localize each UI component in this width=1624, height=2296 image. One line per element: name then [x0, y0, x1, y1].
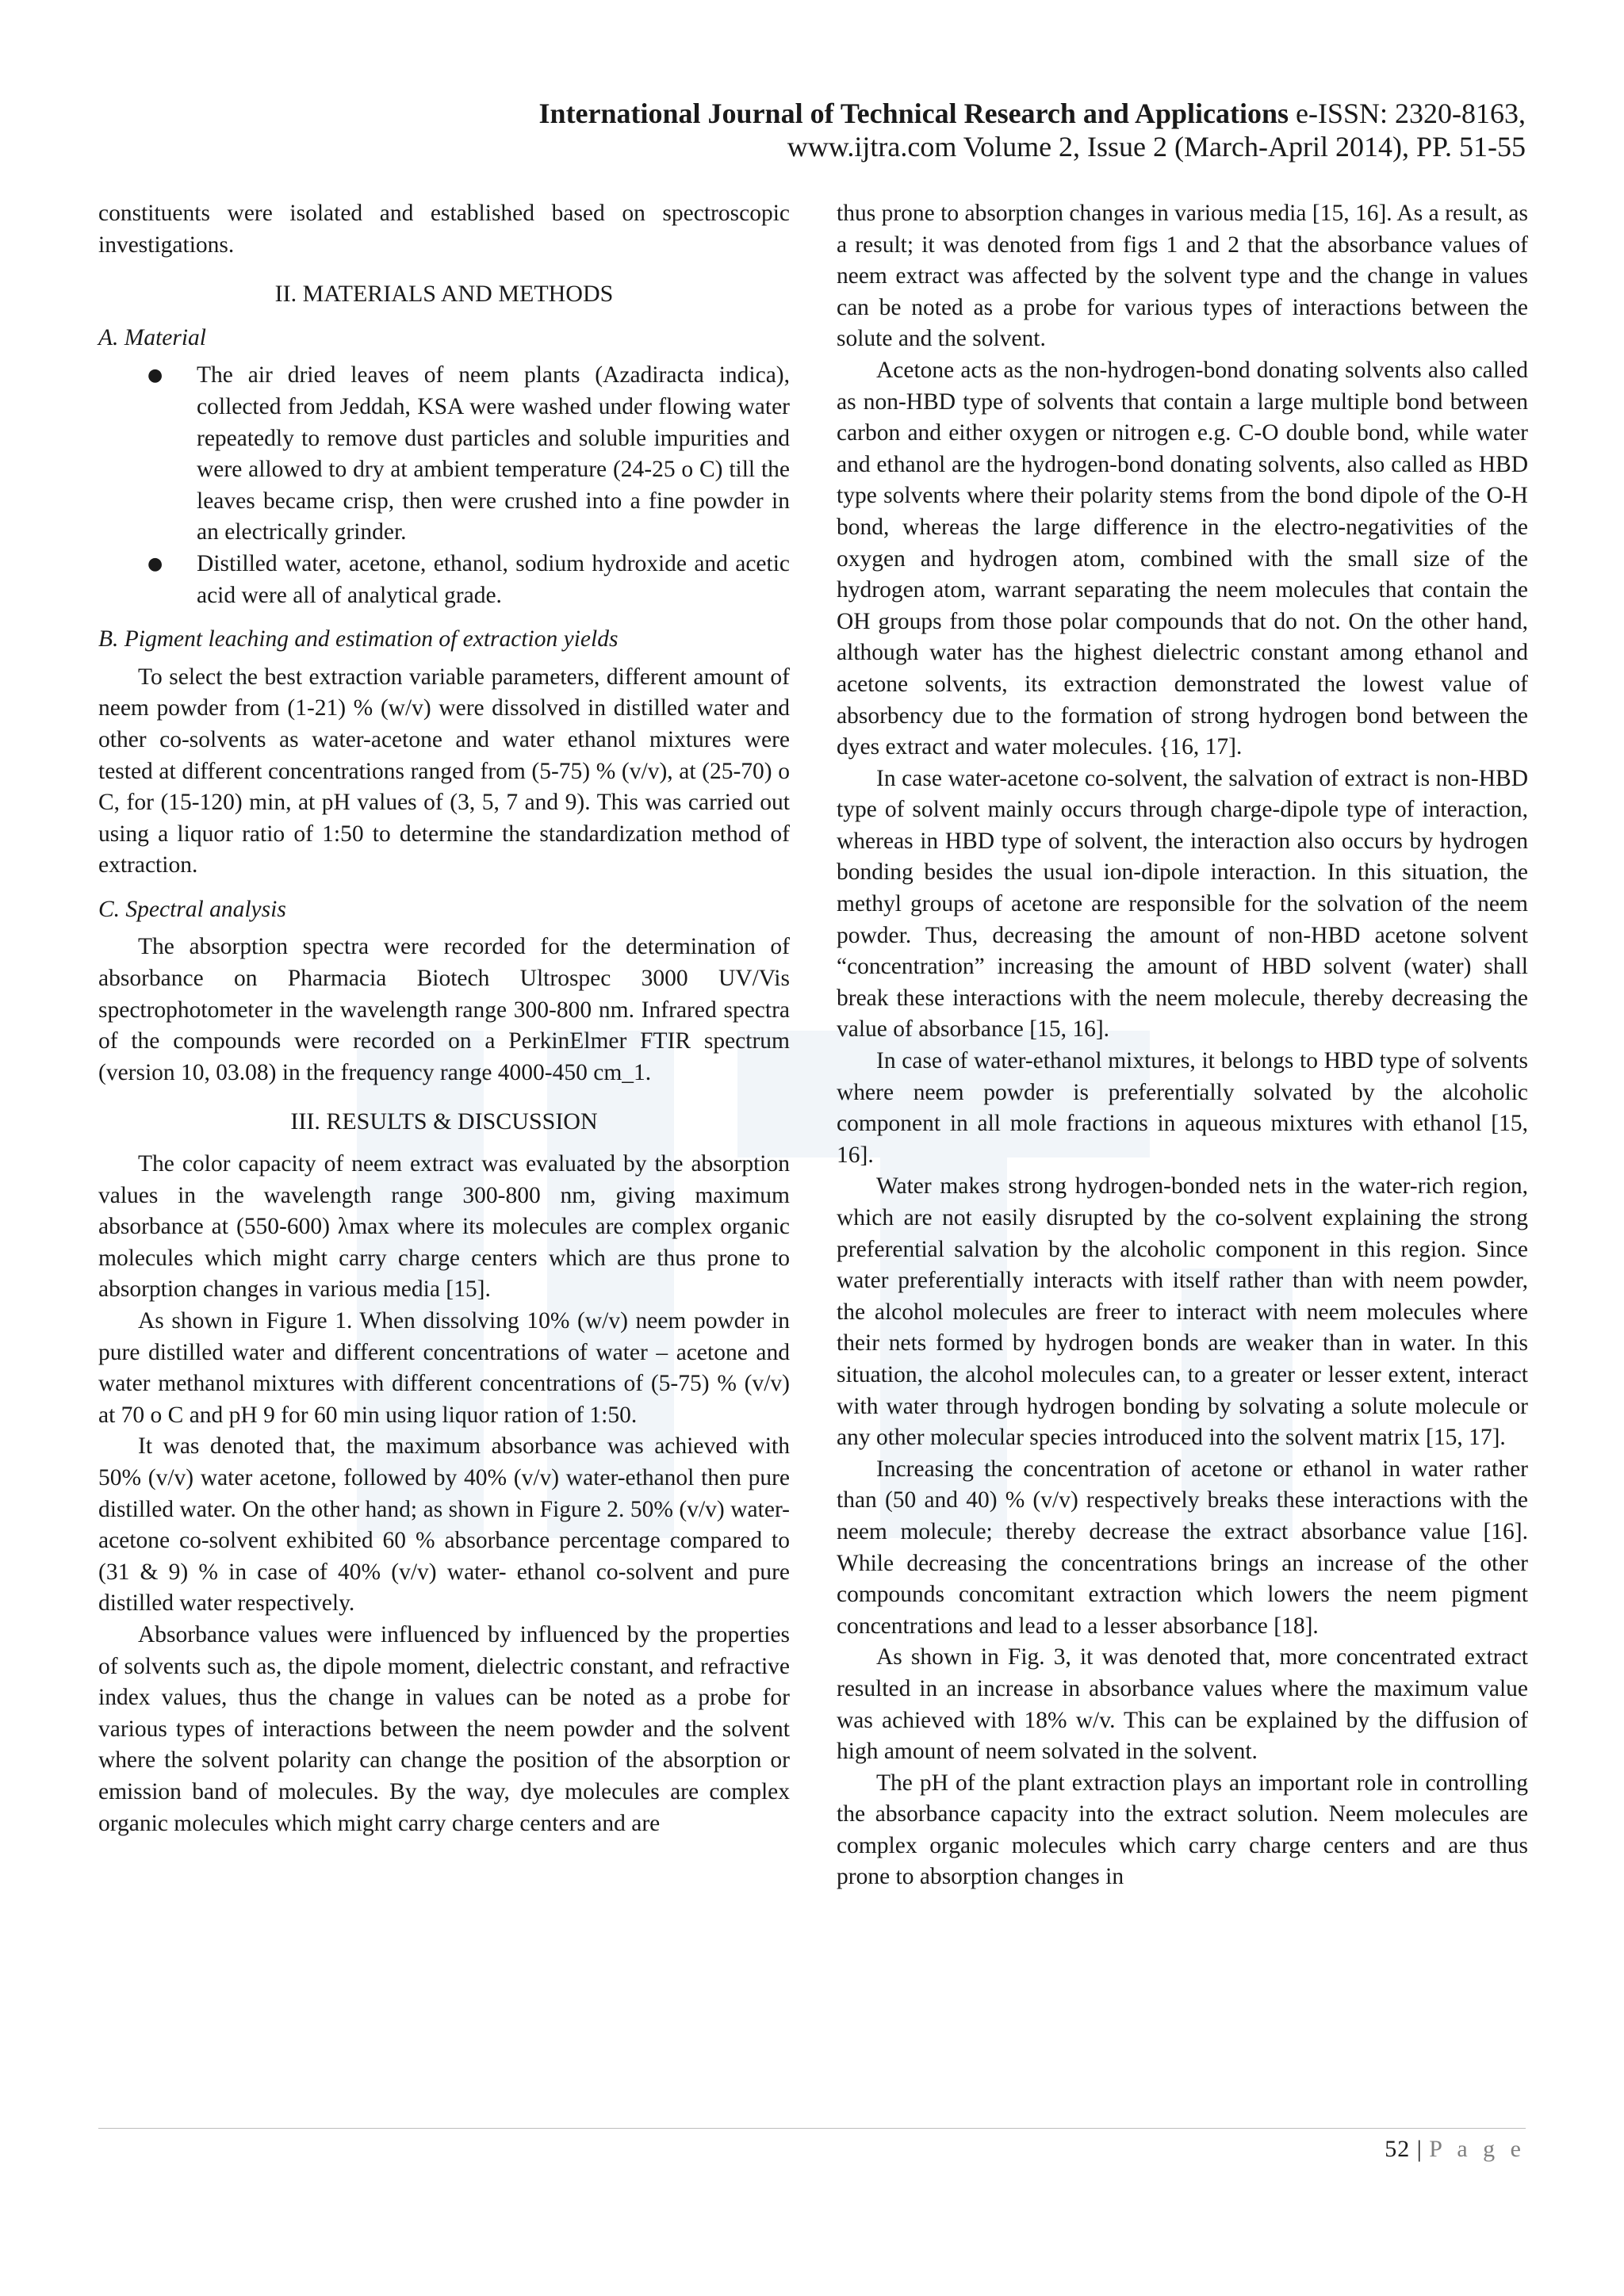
footer-separator: |: [1416, 2136, 1423, 2162]
body-paragraph: The pH of the plant extraction plays an important role in controlling the absorbance capacity into the extract solution. Neem molecules are complex organic molecules which carry charge centers and are thus prone to absorption changes in: [837, 1770, 1528, 1890]
bullet-text: Distilled water, acetone, ethanol, sodium hydroxide and acetic acid were all of analytical grade.: [197, 550, 790, 608]
subsection-heading-spectral-analysis: C. Spectral analysis: [98, 896, 286, 922]
page-number: 52: [1385, 2136, 1411, 2162]
body-paragraph: As shown in Fig. 3, it was denoted that, more concentrated extract resulted in an increase in absorbance values where the maximum value was achieved with 18% w/v. This can be explained by the diffusion of high amount of neem solvated in the solvent.: [837, 1644, 1528, 1765]
footer-divider: [98, 2128, 1526, 2129]
bullet-dot-icon: ●: [147, 365, 163, 386]
body-paragraph: Acetone acts as the non-hydrogen-bond donating solvents also called as non-HBD type of solvents that contain a large multiple bond between carbon and either oxygen or nitrogen e.g. C-O double bond, while water and ethanol are the hydrogen-bond donating solvents, also called as HBD type solvents where their polarity stems from the bond dipole of the O-H bond, whereas the large difference in the electro-negativities of the oxygen and hydrogen atom, combined with the small size of the hydrogen atom, warrant separating the neem molecules that contain the OH groups from those polar compounds that do not. On the other hand, although water has the highest dielectric constant among ethanol and acetone solvents, its extraction demonstrated the lowest value of absorbency due to the formation of strong hydrogen bond between the dyes extract and water molecules. {16, 17].: [837, 357, 1528, 760]
section-heading-materials-methods: II. MATERIALS AND METHODS: [274, 281, 614, 308]
bullet-dot-icon: ●: [147, 553, 163, 574]
body-paragraph: Absorbance values were influenced by influenced by the properties of solvents such as, the dipole moment, dielectric constant, and refractive index values, thus the change in values can be noted as a probe for various types of interactions between the neem powder and the solvent where the solvent polarity can change the position of the absorption or emission band of molecules. By the way, dye molecules are complex organic molecules which might carry charge centers and are: [98, 1621, 790, 1836]
bullet-item: [98, 360, 790, 549]
journal-issue-line: www.ijtra.com Volume 2, Issue 2 (March-April 2014), PP. 51-55: [787, 131, 1526, 163]
page-word: P a g e: [1429, 2136, 1526, 2162]
body-paragraph: In case of water-ethanol mixtures, it belongs to HBD type of solvents where neem powder is preferentially solvated by the alcoholic component in all mole fractions in aqueous mixtures with ethanol [15, 16].: [837, 1048, 1528, 1168]
body-paragraph: It was denoted that, the maximum absorbance was achieved with 50% (v/v) water acetone, followed by 40% (v/v) water-ethanol then pure distilled water. On the other hand; as shown in Figure 2. 50% (v/v) water- acetone co-solvent exhibited 60 % absorbance percentage compared to (31 & 9) % in case of 40% (v/v) water- ethanol co-solvent and pure distilled water respectively.: [98, 1433, 790, 1617]
running-header: [539, 97, 1526, 163]
body-paragraph: To select the best extraction variable parameters, different amount of neem powder from (1-21) % (w/v) were dissolved in distilled water and other co-solvents as water-acetone and water ethanol mixtures were tested at different concentrations ranged from (5-75) % (v/v), at (25-70) o C, for (15-120) min, at pH values of (3, 5, 7 and 9). This was carried out using a liquor ratio of 1:50 to determine the standardization method of extraction.: [98, 664, 790, 878]
bullet-item: [98, 549, 790, 611]
section-heading-results-discussion: III. RESULTS & DISCUSSION: [290, 1108, 598, 1135]
body-paragraph: The absorption spectra were recorded for the determination of absorbance on Pharmacia Biotech Ultrospec 3000 UV/Vis spectrophotometer in the wavelength range 300-800 nm. Infrared spectra of the compounds were recorded on a PerkinElmer FTIR spectrum (version 10, 03.08) in the frequency range 4000-450 cm_1.: [98, 934, 790, 1085]
body-paragraph: Water makes strong hydrogen-bonded nets in the water-rich region, which are not easily disrupted by the co-solvent explaining the strong preferential salvation by the alcoholic component in this region. Since water preferentially interacts with itself rather than with neem powder, the alcohol molecules are freer to interact with neem molecules where their nets formed by hydrogen bonds are weaker than in water. In this situation, the alcohol molecules can, to a greater or lesser extent, interact with water through hydrogen bonding by solvating a solute molecule or any other molecular species introduced into the solvent matrix [15, 17].: [837, 1173, 1528, 1451]
left-column: [98, 198, 790, 1839]
body-paragraph: The color capacity of neem extract was evaluated by the absorption values in the wavelength range 300-800 nm, giving maximum absorbance at (550-600) λmax where its molecules are complex organic molecules which might carry charge centers which are thus prone to absorption changes in various media [15].: [98, 1151, 790, 1303]
subsection-heading-material: A. Material: [98, 324, 207, 350]
journal-title-line: [539, 97, 1526, 130]
right-column: [837, 198, 1528, 1893]
material-bullet-list: [98, 360, 790, 611]
body-paragraph: Increasing the concentration of acetone or ethanol in water rather than (50 and 40) % (v/v) respectively breaks these interactions with the neem molecule; thereby decrease the extract absorbance value [16]. While decreasing the concentrations brings an increase of the other compounds concomitant extraction which lowers the neem pigment concentrations and lead to a lesser absorbance [18].: [837, 1456, 1528, 1639]
intro-paragraph: constituents were isolated and established based on spectroscopic investigations.: [98, 201, 790, 258]
subsection-heading-pigment-leaching: B. Pigment leaching and estimation of extraction yields: [98, 626, 619, 652]
body-paragraph: As shown in Figure 1. When dissolving 10% (w/v) neem powder in pure distilled water and different concentrations of water – acetone and water methanol mixtures with different concentrations of (5-75) % (v/v) at 70 o C and pH 9 for 60 min using liquor ration of 1:50.: [98, 1308, 790, 1428]
body-paragraph: In case water-acetone co-solvent, the salvation of extract is non-HBD type of solvent mainly occurs through charge-dipole type of interaction, whereas in HBD type of solvent, the interaction also occurs by hydrogen bonding besides the usual ion-dipole interaction. In this situation, the methyl groups of acetone are responsible for the solvation of the neem powder. Thus, decreasing the amount of non-HBD acetone solvent “concentration” increasing the amount of HBD solvent (water) shall break these interactions with the neem molecule, thereby decreasing the value of absorbance [15, 16].: [837, 765, 1528, 1043]
body-paragraph: thus prone to absorption changes in various media [15, 16]. As a result, as a result; it was denoted from figs 1 and 2 that the absorbance values of neem extract was affected by the solvent type and the change in values can be noted as a probe for various types of interactions between the solute and the solvent.: [837, 201, 1528, 352]
page-footer: [1385, 2136, 1526, 2163]
bullet-text: The air dried leaves of neem plants (Azadiracta indica), collected from Jeddah, KSA were washed under flowing water repeatedly to remove dust particles and soluble impurities and were allowed to dry at ambient temperature (24-25 o C) till the leaves became crisp, then were crushed into a fine powder in an electrically grinder.: [197, 362, 790, 545]
journal-name: International Journal of Technical Research and Applications: [538, 98, 1289, 129]
journal-issn: e-ISSN: 2320-8163,: [1296, 98, 1526, 129]
